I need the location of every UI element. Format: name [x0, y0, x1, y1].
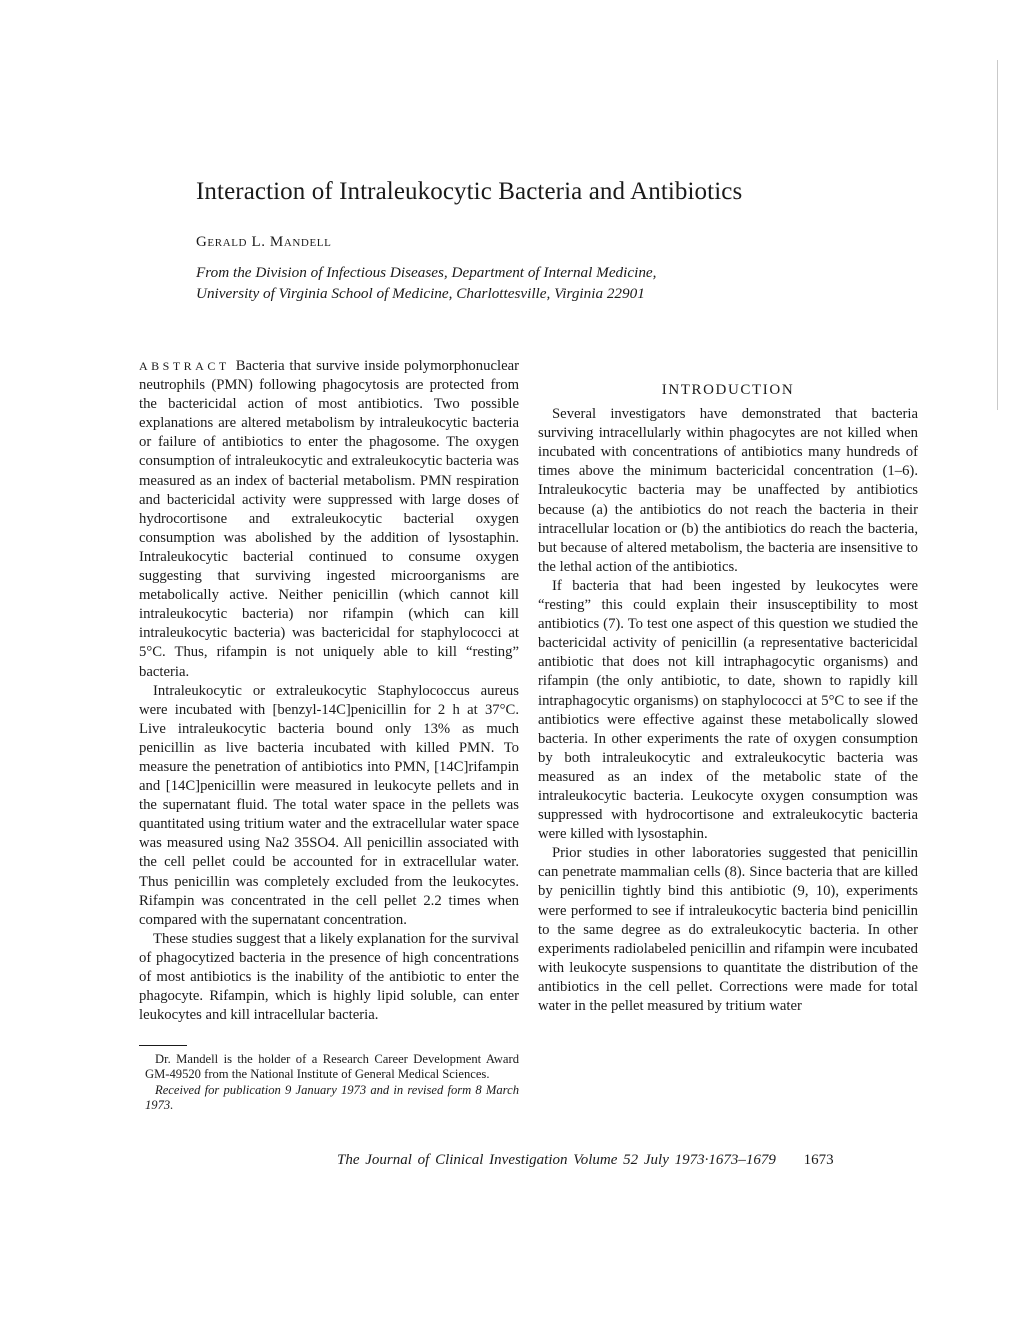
- affiliation-line-1: From the Division of Infectious Diseases, Department of Internal Medicine,: [196, 264, 657, 281]
- page-number: 1673: [803, 1152, 834, 1168]
- right-column: [538, 357, 918, 1016]
- journal-citation: The Journal of Clinical Investigation Volume 52 July 1973·1673–1679: [337, 1152, 776, 1168]
- article-title: Interaction of Intraleukocytic Bacteria and Antibiotics: [196, 178, 743, 205]
- scan-edge-mark: [997, 60, 998, 410]
- footnote-support: Dr. Mandell is the holder of a Research Career Development Award GM-49520 from the National Institute of General Medical Sciences.: [145, 1052, 519, 1081]
- left-column: [139, 357, 519, 1025]
- running-footer: [337, 1152, 834, 1169]
- abstract-paragraph-1: [139, 357, 519, 682]
- intro-paragraph-3: Prior studies in other laboratories suggested that penicillin can penetrate mammalian cells (8). Since bacteria that are killed by penicillin tightly bind this antibiotic (9, 10), experiments were performed to see if intraleukocytic bacteria bind penicillin to the same degree as do extraleukocytic bacteria. In other experiments radiolabeled penicillin and rifampin were incubated with leukocyte suspensions to quantitate the distribution of the antibiotics in the cell pellet. Corrections were made for total water in the pellet measured by tritium water: [538, 845, 918, 1014]
- affiliation-line-2: University of Virginia School of Medicine, Charlottesville, Virginia 22901: [196, 285, 645, 302]
- abstract-heading: ABSTRACT: [139, 359, 230, 373]
- footnote-rule: [139, 1045, 187, 1046]
- intro-paragraph-2: If bacteria that had been ingested by leukocytes were “resting” this could explain their insusceptibility to most antibiotics (7). To test one aspect of this question we studied the bactericidal activity of penicillin (a representative bactericidal antibiotic that does not kill intraphagocytic organisms) and rifampin (the only antibiotic, to date, shown to rapidly kill intraphagocytic organisms) on staphylococci at 5°C to see if the antibiotics were effective against these metabolically slowed bacteria. In other experiments the rate of oxygen consumption by both intraleukocytic and extraleukocytic bacteria was measured as an index of the metabolic state of the intraleukocytic bacteria. Leukocyte oxygen consumption was suppressed with hydrocortisone and extraleukocytic bacteria were killed with lysostaphin.: [538, 577, 918, 843]
- author-name: Gerald L. Mandell: [196, 234, 332, 250]
- abstract-text-1: Bacteria that survive inside polymorphonuclear neutrophils (PMN) following phagocytosis are protected from the bactericidal action of most antibiotics. Two possible explanations are altered metabolism by intraleukocytic bacteria or failure of antibiotics to enter the phagosome. The oxygen consumption of intraleukocytic and extraleukocytic bacteria was measured as an index of bacterial metabolism. PMN respiration and bactericidal activity were suppressed with large doses of hydrocortisone and extraleukocytic bacterial oxygen consumption was abolished by the addition of lysostaphin. Intraleukocytic bacterial continued to consume oxygen suggesting that surviving ingested microorganisms are metabolically active. Neither penicillin (which cannot kill intraleukocytic bacteria) nor rifampin (which can kill intraleukocytic bacteria) was bactericidal for staphylococci at 5°C. Thus, rifampin is not uniquely able to kill “resting” bacteria.: [139, 358, 519, 680]
- abstract-paragraph-3: These studies suggest that a likely explanation for the survival of phagocytized bacteria in the presence of high concentrations of most antibiotics is the inability of the antibiotic to enter the phagocyte. Rifampin, which is highly lipid soluble, can enter leukocytes and kill intracellular bacteria.: [139, 930, 519, 1024]
- abstract-paragraph-2: Intraleukocytic or extraleukocytic Staphylococcus aureus were incubated with [benzyl-14C]penicillin for 2 h at 37°C. Live intraleukocytic bacteria bound only 13% as much penicillin as live bacteria incubated with killed PMN. To measure the penetration of antibiotics into PMN, [14C]rifampin and [14C]penicillin were measured in leukocyte pellets and in the supernatant fluid. The total water space in the pellets was quantitated using tritium water and the extracellular water space was measured using Na2 35SO4. All penicillin associated with the cell pellet could be accounted for in extracellular water. Thus penicillin was completely excluded from the leukocytes. Rifampin was concentrated in the cell pellet 2.2 times when compared with the supernatant concentration.: [139, 682, 519, 928]
- intro-paragraph-1: Several investigators have demonstrated that bacteria surviving intracellularly within phagocytes are not killed when incubated with concentrations of antibiotics many hundreds of times above the minimum bactericidal concentration (1–6). Intraleukocytic bacteria may be unaffected by antibiotics because (a) the antibiotics do not reach the bacteria in their intracellular location or (b) the antibiotics do reach the bacteria, but because of altered metabolism, the bacteria are insensitive to the lethal action of the antibiotics.: [538, 406, 918, 575]
- author-affiliation: [196, 262, 656, 304]
- introduction-heading: INTRODUCTION: [661, 382, 795, 398]
- footnote-received: Received for publication 9 January 1973 and in revised form 8 March 1973.: [145, 1083, 519, 1112]
- footnotes: [145, 1052, 519, 1112]
